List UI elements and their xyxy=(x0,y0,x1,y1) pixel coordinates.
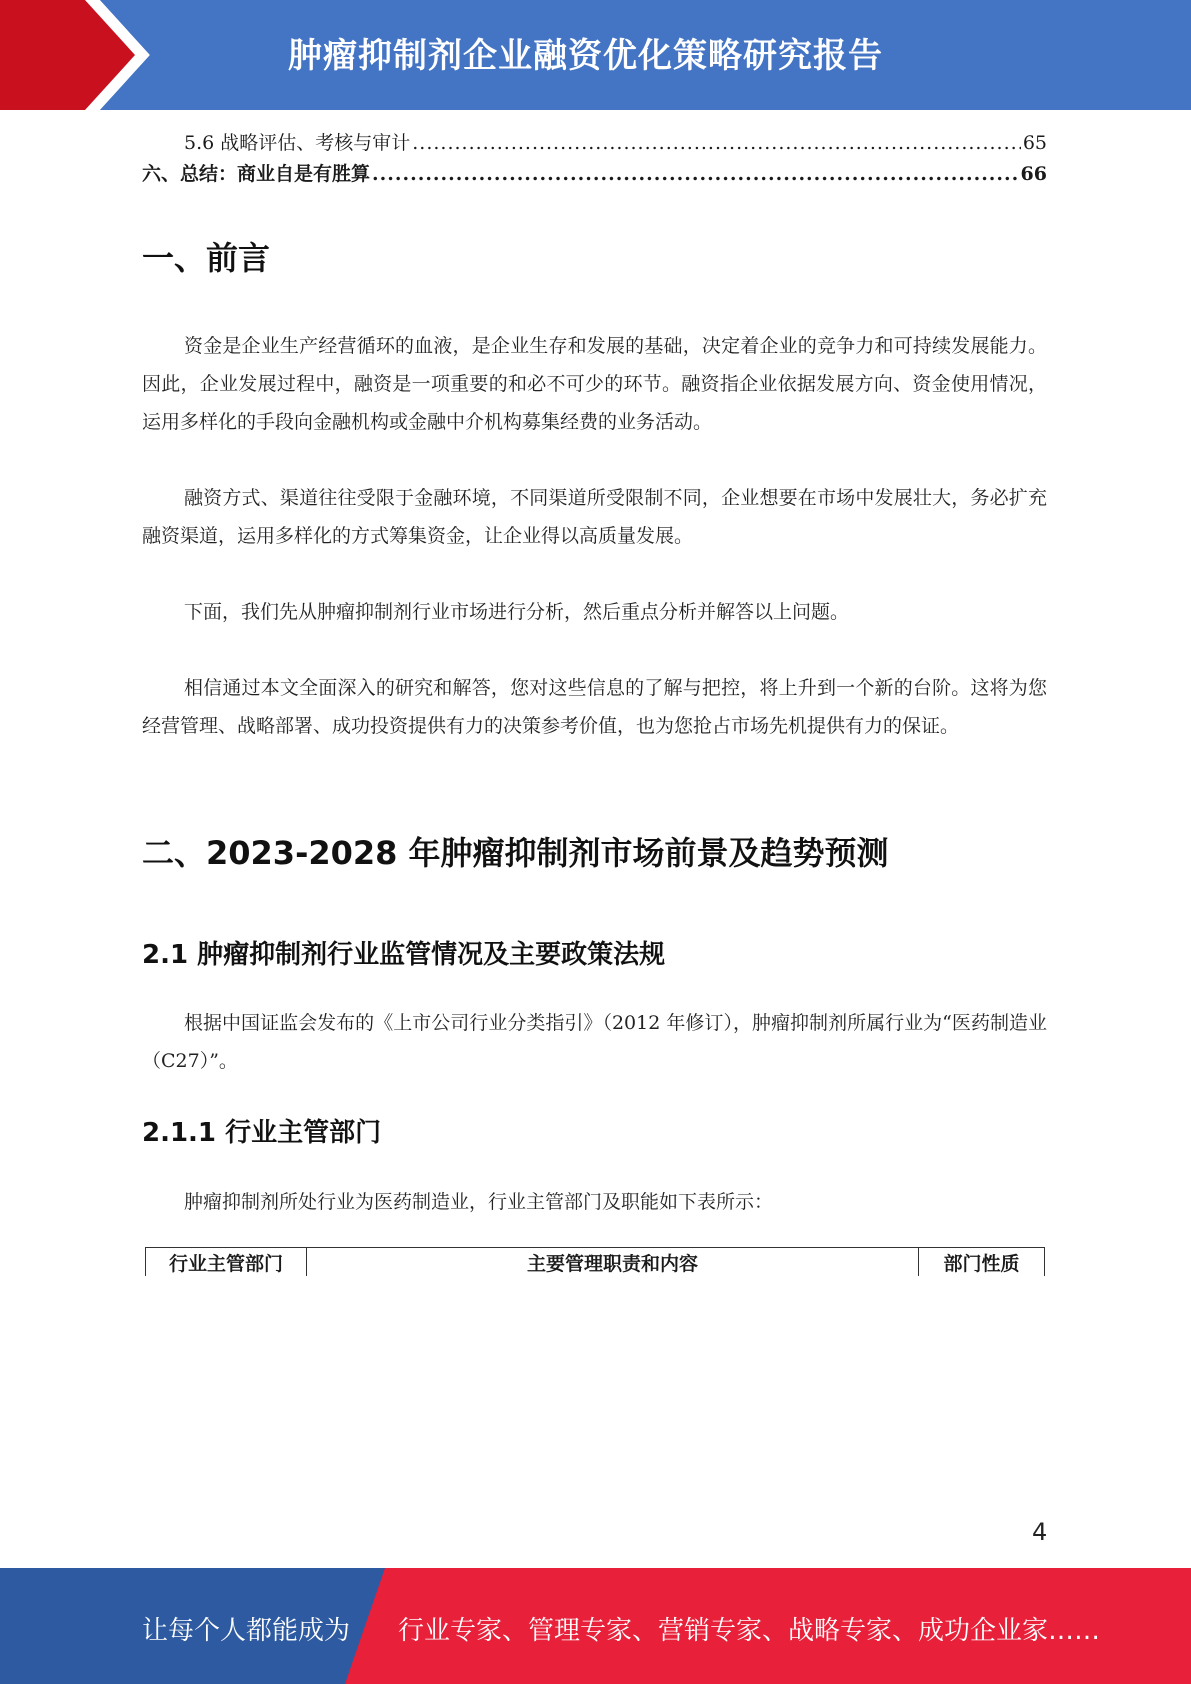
toc-entry-page: 66 xyxy=(1020,163,1047,185)
table-header-cell: 行业主管部门 xyxy=(146,1248,307,1277)
toc-entry[interactable] xyxy=(184,128,1047,158)
body-paragraph: 相信通过本文全面深入的研究和解答，您对这些信息的了解与把控，将上升到一个新的台阶。这将为您经营管理、战略部署、成功投资提供有力的决策参考价值，也为您抢占市场先机提供有力的保证。 xyxy=(142,677,1047,737)
footer-slogan-right: 行业专家、管理专家、营销专家、战略专家、成功企业家…… xyxy=(398,1616,1101,1646)
body-paragraph: 肿瘤抑制剂所处行业为医药制造业，行业主管部门及职能如下表所示： xyxy=(184,1191,774,1213)
toc-entry-label: 六、总结：商业自是有胜算 xyxy=(142,163,371,185)
authority-table xyxy=(145,1247,1045,1276)
page-number: 4 xyxy=(1032,1518,1048,1546)
table-header-row xyxy=(146,1248,1045,1277)
footer-slogan-left: 让每个人都能成为 xyxy=(142,1616,351,1646)
toc-leader-dots xyxy=(412,132,1021,154)
subsection-heading: 2.1.1 行业主管部门 xyxy=(142,1118,382,1148)
subsection-heading: 2.1 肿瘤抑制剂行业监管情况及主要政策法规 xyxy=(142,940,666,970)
body-paragraph: 融资方式、渠道往往受限于金融环境，不同渠道所受限制不同，企业想要在市场中发展壮大，务必扩充融资渠道，运用多样化的方式筹集资金，让企业得以高质量发展。 xyxy=(142,487,1047,547)
section-heading: 二、2023-2028 年肿瘤抑制剂市场前景及趋势预测 xyxy=(142,834,889,872)
page-header xyxy=(0,0,1191,110)
toc-entry[interactable] xyxy=(142,159,1047,189)
body-paragraph: 下面，我们先从肿瘤抑制剂行业市场进行分析，然后重点分析并解答以上问题。 xyxy=(184,601,850,623)
document-title: 肿瘤抑制剂企业融资优化策略研究报告 xyxy=(288,36,883,76)
section-heading: 一、前言 xyxy=(142,239,271,277)
header-chevron-decoration xyxy=(0,0,160,110)
page-footer xyxy=(0,1568,1191,1684)
toc-entry-label: 5.6 战略评估、考核与审计 xyxy=(184,132,411,154)
body-paragraph: 资金是企业生产经营循环的血液，是企业生存和发展的基础，决定着企业的竞争力和可持续发展能力。因此，企业发展过程中，融资是一项重要的和必不可少的环节。融资指企业依据发展方向、资金使用情况，运用多样化的手段向金融机构或金融中介机构募集经费的业务活动。 xyxy=(142,335,1047,433)
table-header-cell: 部门性质 xyxy=(919,1248,1045,1277)
table-header-cell: 主要管理职责和内容 xyxy=(307,1248,919,1277)
toc-entry-page: 65 xyxy=(1022,132,1047,154)
toc-leader-dots xyxy=(372,163,1019,185)
body-paragraph: 根据中国证监会发布的《上市公司行业分类指引》（2012 年修订），肿瘤抑制剂所属行业为“医药制造业（C27）”。 xyxy=(142,1012,1047,1072)
